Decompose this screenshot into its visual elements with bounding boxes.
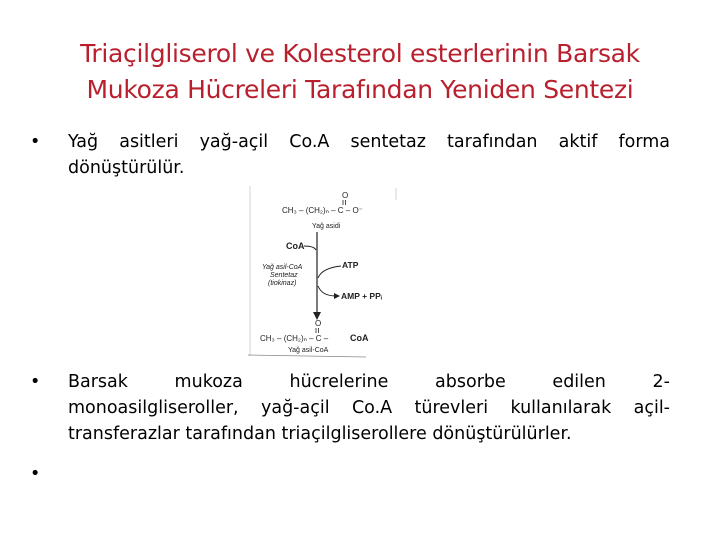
slide-title-line-2: Mukoza Hücreleri Tarafından Yeniden Sentezi	[86, 75, 634, 104]
bullet-marker: •	[30, 132, 41, 152]
bottom-formula: CH₃ – (CH₂)ₙ – C –	[260, 334, 329, 343]
enzyme-label-3: (tiokinaz)	[268, 280, 297, 287]
top-formula: CH₃ – (CH₂)ₙ – C – O⁻	[282, 206, 363, 215]
fatty-acid-activation-diagram	[248, 186, 400, 358]
bullet-1-line-1: Yağ asitleri yağ-açil Co.A sentetaz tarafından aktif forma	[68, 132, 670, 152]
bullet-marker: •	[30, 464, 41, 484]
enzyme-label-1: Yağ asil-CoA	[262, 264, 303, 271]
bottom-label: Yağ asil-CoA	[288, 347, 329, 354]
top-label: Yağ asidi	[312, 223, 341, 230]
bullet-2-line-1: Barsak mukoza hücrelerine absorbe edilen 2-	[68, 372, 670, 392]
bullet-item-2	[30, 369, 670, 447]
bullet-text	[68, 369, 670, 447]
slide-title-line-1: Triaçilgliserol ve Kolesterol esterlerinin Barsak	[80, 39, 640, 68]
bullet-2-line-3: transferazlar tarafından triaçilgliserollere dönüştürülürler.	[68, 424, 572, 444]
enzyme-label-2: Sentetaz	[270, 272, 298, 279]
coa-input-label: CoA	[286, 241, 305, 251]
atp-label: ATP	[342, 260, 359, 270]
bullet-marker: •	[30, 372, 41, 392]
bullet-item-1	[30, 129, 670, 181]
bullet-text	[68, 129, 670, 181]
bottom-oxygen-label: O	[315, 319, 322, 328]
slide-title	[20, 36, 700, 108]
bullet-1-line-2: dönüştürülür.	[68, 158, 185, 178]
bullet-2-line-2: monoasilgliseroller, yağ-açil Co.A türevleri kullanılarak açil-	[68, 398, 670, 418]
amp-ppi-label: AMP + PPᵢ	[341, 291, 382, 301]
bottom-coa-label: CoA	[350, 333, 369, 343]
top-oxygen-label: O	[342, 191, 349, 200]
